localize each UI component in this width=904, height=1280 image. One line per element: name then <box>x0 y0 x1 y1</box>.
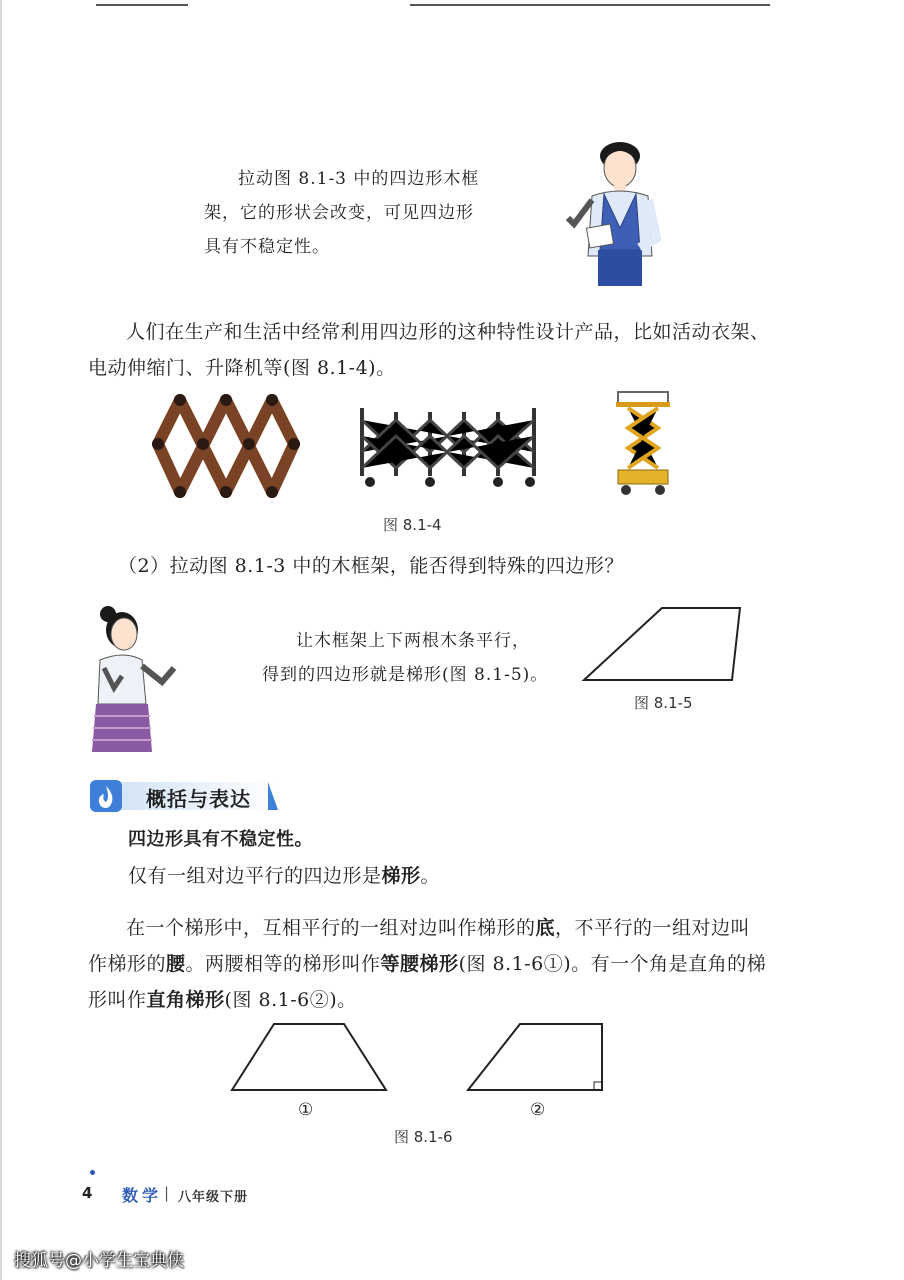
girl-illustration <box>86 604 182 754</box>
figure-8-1-6-caption: 图 8.1-6 <box>394 1128 453 1146</box>
definitions-text-3c: (图 8.1-6②)。 <box>224 989 357 1011</box>
paragraph-definitions <box>88 910 858 1018</box>
girl-speech-line-2: 得到的四边形就是梯形(图 8.1-5)。 <box>262 665 549 685</box>
boy-illustration <box>560 138 670 288</box>
term-leg: 腰 <box>166 953 186 975</box>
top-rule-left <box>96 4 188 6</box>
girl-speech-line-1: 让木框架上下两根木条平行， <box>296 631 530 651</box>
summary-line-2-suffix: 。 <box>420 865 441 887</box>
definitions-line-1 <box>88 910 858 946</box>
girl-speech <box>262 624 548 692</box>
definitions-text-2c: 。两腰相等的梯形叫作 <box>185 953 381 975</box>
term-base: 底 <box>535 917 556 939</box>
definitions-text-3a: 形叫作 <box>88 989 147 1011</box>
footer-book-title: 数学 <box>122 1186 163 1205</box>
term-isosceles-trapezoid: 等腰梯形 <box>380 953 459 975</box>
retractable-gate-image <box>356 402 540 490</box>
summary-line-2 <box>128 858 440 894</box>
figure-8-1-5-caption: 图 8.1-5 <box>634 694 693 712</box>
definitions-line-3 <box>88 982 858 1018</box>
definitions-text-1c: ，不平行的一组对边叫 <box>555 917 751 939</box>
watermark: 搜狐号@小学生宝典侠 <box>14 1251 184 1271</box>
section-header <box>88 778 278 814</box>
trapezoid-figure-8-1-5 <box>578 602 746 686</box>
page-number: 4 <box>82 1184 93 1202</box>
paragraph-products-line-1: 人们在生产和生活中经常利用四边形的这种特性设计产品，比如活动衣架、 <box>126 321 770 343</box>
boy-speech-line-2: 架，它的形状会改变，可见四边形 <box>204 203 474 223</box>
definitions-text-1a: 在一个梯形中，互相平行的一组对边叫作梯形的 <box>126 917 536 939</box>
figure-8-1-6-label-1: ① <box>298 1100 314 1120</box>
paragraph-products-line-2: 电动伸缩门、升降机等(图 8.1-4)。 <box>88 357 396 379</box>
expandable-coat-rack-image <box>148 392 302 504</box>
question-2: （2）拉动图 8.1-3 中的木框架，能否得到特殊的四边形？ <box>118 555 624 577</box>
boy-speech-line-3: 具有不稳定性。 <box>204 237 330 257</box>
definitions-text-2e: (图 8.1-6①)。有一个角是直角的梯 <box>458 953 767 975</box>
footer-dot <box>90 1170 95 1175</box>
summary-line-1: 四边形具有不稳定性。 <box>128 829 313 850</box>
footer-grade: 八年级下册 <box>178 1190 249 1205</box>
footer-separator: | <box>164 1184 170 1202</box>
boy-speech-line-1: 拉动图 8.1-3 中的四边形木框 <box>238 169 480 189</box>
right-trapezoid-figure <box>462 1016 608 1096</box>
section-flame-icon <box>90 780 122 812</box>
section-title: 概括与表达 <box>146 787 251 811</box>
figure-8-1-4-caption: 图 8.1-4 <box>383 516 442 534</box>
boy-speech <box>204 162 479 264</box>
definitions-line-2 <box>88 946 858 982</box>
top-rule-right <box>410 4 770 6</box>
term-right-trapezoid: 直角梯形 <box>146 989 225 1011</box>
definitions-text-2a: 作梯形的 <box>88 953 167 975</box>
page-edge <box>0 0 2 1280</box>
isosceles-trapezoid-figure <box>226 1016 392 1096</box>
scissor-lift-image <box>612 388 674 500</box>
summary-block <box>128 822 440 894</box>
term-trapezoid: 梯形 <box>381 865 421 887</box>
figure-8-1-6-label-2: ② <box>530 1100 546 1120</box>
paragraph-products <box>88 314 848 386</box>
summary-line-2-prefix: 仅有一组对边平行的四边形是 <box>128 865 382 887</box>
